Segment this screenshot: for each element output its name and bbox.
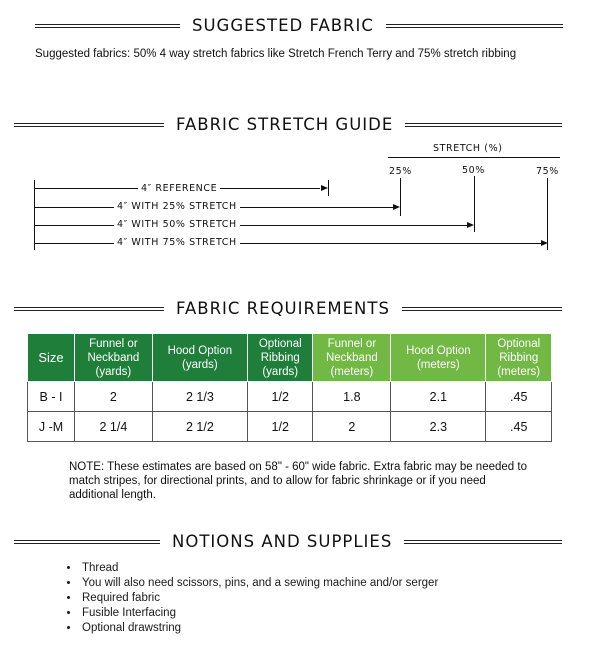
tick-label: 75% <box>533 166 562 177</box>
arrow-head <box>467 222 474 228</box>
column-header: Funnel or Neckband (yards) <box>75 334 153 382</box>
stretch-header-line <box>388 157 560 158</box>
list-item: • Thread <box>80 561 438 576</box>
table-cell: 2 <box>313 412 391 442</box>
table-cell: 2.1 <box>391 382 486 412</box>
section-header-suggested-fabric <box>35 16 563 35</box>
table-cell: 2 1/3 <box>152 382 247 412</box>
header-rule <box>386 24 563 28</box>
reference-tick <box>328 180 329 196</box>
table-cell: .45 <box>486 412 552 442</box>
header-rule <box>14 540 160 544</box>
table-cell: 2 1/2 <box>152 412 247 442</box>
section-header-requirements <box>14 299 562 318</box>
column-header: Funnel or Neckband (meters) <box>313 334 391 382</box>
column-header: Optional Ribbing (meters) <box>486 334 552 382</box>
tick-25 <box>400 178 401 216</box>
stretch-75-line <box>34 243 541 244</box>
column-header: Optional Ribbing (yards) <box>248 334 313 382</box>
section-title: NOTIONS AND SUPPLIES <box>172 532 393 551</box>
column-header: Hood Option (yards) <box>152 334 247 382</box>
header-rule <box>405 123 562 127</box>
section-header-notions <box>14 532 562 551</box>
header-rule <box>35 24 180 28</box>
column-header: Size <box>28 334 75 382</box>
guide-row-label: 4″ WITH 50% STRETCH <box>114 219 240 230</box>
start-line <box>34 180 35 250</box>
reference-line <box>34 188 320 189</box>
stretch-50-line <box>34 225 467 226</box>
column-header: Hood Option (meters) <box>391 334 486 382</box>
arrow-head <box>393 204 400 210</box>
guide-row-label: 4″ WITH 25% STRETCH <box>114 201 240 212</box>
table-header-row <box>28 334 552 382</box>
table-cell: 1/2 <box>248 382 313 412</box>
section-title: FABRIC STRETCH GUIDE <box>176 115 394 134</box>
table-row <box>28 382 552 412</box>
list-item: • Optional drawstring <box>80 621 438 636</box>
header-rule <box>404 540 562 544</box>
tick-50 <box>474 176 475 232</box>
table-cell: 1/2 <box>248 412 313 442</box>
table-cell: .45 <box>486 382 552 412</box>
table-cell: 2 <box>75 382 153 412</box>
arrow-head <box>321 185 328 191</box>
header-rule <box>14 123 164 127</box>
section-title: SUGGESTED FABRIC <box>192 16 374 35</box>
guide-row-label: 4″ REFERENCE <box>138 183 220 194</box>
stretch-header: STRETCH (%) <box>430 143 506 154</box>
notions-list <box>60 561 438 636</box>
table-cell: 2.3 <box>391 412 486 442</box>
fabric-note: NOTE: These estimates are based on 58" - 60" wide fabric. Extra fabric may be needed to match stripes, for directional prints, and to allow for fabric shrinkage or if you need additional length. <box>69 461 527 501</box>
header-rule <box>14 307 164 311</box>
table-cell: 2 1/4 <box>75 412 153 442</box>
tick-label: 50% <box>459 165 488 176</box>
table-row <box>28 412 552 442</box>
header-rule <box>402 307 562 311</box>
list-item: • You will also need scissors, pins, and a sewing machine and/or serger <box>80 576 438 591</box>
tick-75 <box>547 178 548 250</box>
suggested-fabric-text: Suggested fabrics: 50% 4 way stretch fabrics like Stretch French Terry and 75% stretch ribbing <box>35 48 517 60</box>
fabric-requirements-table <box>27 333 552 442</box>
list-item: • Required fabric <box>80 591 438 606</box>
guide-row-label: 4″ WITH 75% STRETCH <box>114 237 240 248</box>
section-title: FABRIC REQUIREMENTS <box>176 299 390 318</box>
stretch-25-line <box>34 207 393 208</box>
section-header-stretch-guide <box>14 115 562 134</box>
table-cell: B - I <box>28 382 75 412</box>
table-cell: 1.8 <box>313 382 391 412</box>
table-cell: J -M <box>28 412 75 442</box>
arrow-head <box>541 240 548 246</box>
list-item: • Fusible Interfacing <box>80 606 438 621</box>
tick-label: 25% <box>386 166 415 177</box>
